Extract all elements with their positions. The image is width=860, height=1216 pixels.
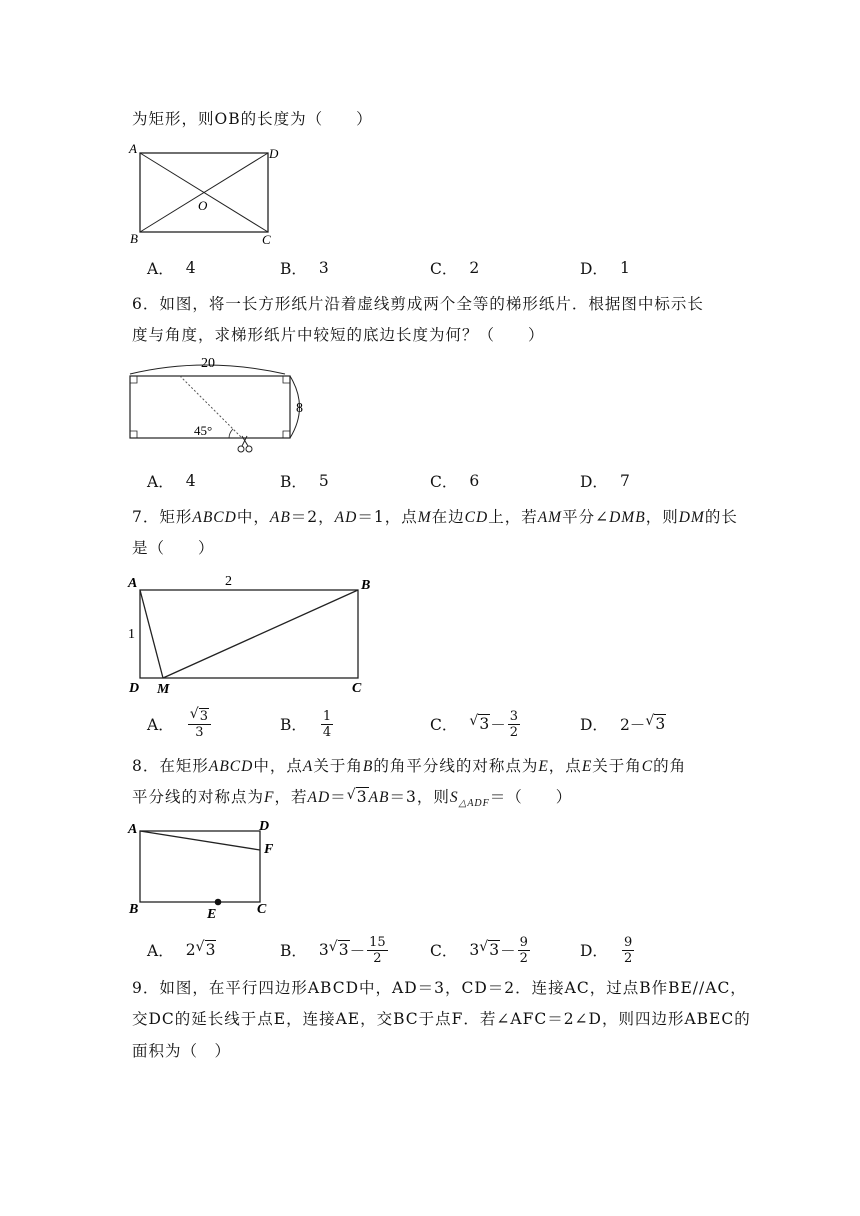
q8-stem-line2: 平分线的对称点为F，若AD＝√ 3AB＝3，则$S_{\triangle ADF}=$（ ） [132, 786, 572, 815]
q5-stem-tail: 为矩形，则OB的长度为（ ） [132, 110, 373, 128]
q5-rectangle-figure [128, 140, 288, 250]
q7-option-b[interactable]: B． $\frac{1}{4}$ [280, 708, 332, 740]
q6-option-d[interactable]: D． 7 [580, 472, 630, 491]
q9-stem-line1: 9．如图，在平行四边形ABCD中，AD＝3，CD＝2．连接AC，过点B作BE//AC， [132, 979, 747, 997]
q7-option-c[interactable]: C． √ 3 － $\frac{3}{2}$ [430, 704, 522, 744]
q8-label-e: E [207, 907, 217, 922]
q7-option-d[interactable]: D． 2－ √ 3 [580, 704, 666, 744]
q8-label-b: B [129, 902, 139, 917]
q7-label-left: 1 [128, 627, 135, 642]
q7-option-a[interactable]: A． √ $\frac{3}{3}$ [147, 704, 213, 744]
q5-label-c: C [262, 232, 271, 247]
q7-label-b: B [361, 578, 371, 593]
q7-label-d: D [129, 681, 140, 696]
q8-options [147, 930, 747, 970]
q6-rectangle-figure [125, 352, 340, 462]
q8-option-c[interactable]: C． 3 √ 3 － $\frac{9}{2}$ [430, 930, 532, 970]
q7-stem-line2: 是（ ） [132, 539, 215, 557]
q8-stem-line1: 8．在矩形ABCD中，点A关于角B的角平分线的对称点为E，点E关于角C的角 [132, 757, 687, 775]
q7-label-a: A [128, 576, 138, 591]
q8-label-d: D [259, 819, 270, 834]
q5-option-c[interactable]: C． 2 [430, 259, 480, 278]
q6-length-label: 20 [201, 356, 215, 371]
q8-label-a: A [128, 822, 138, 837]
q7-options [147, 704, 747, 744]
q8-option-b[interactable]: B． 3 √ 3 － $\frac{15}{2}$ [280, 930, 390, 970]
q6-option-c[interactable]: C． 6 [430, 472, 480, 491]
q5-label-d: D [269, 146, 279, 161]
q9-stem-line3: 面积为（ ） [132, 1042, 232, 1060]
q8-option-d[interactable]: D． $\frac{9}{2}$ [580, 934, 633, 966]
q7-rectangle-figure [126, 570, 376, 696]
q8-rectangle-figure [126, 816, 286, 922]
q5-option-b[interactable]: B． 3 [280, 259, 329, 278]
q5-label-o: O [198, 198, 208, 213]
q6-option-a[interactable]: A． 4 [147, 472, 196, 491]
q8-label-f: F [264, 842, 274, 857]
q5-label-a: A [129, 141, 137, 156]
q7-label-c: C [352, 681, 362, 696]
q5-options [147, 248, 747, 288]
q6-angle-label: 45° [194, 423, 213, 438]
q6-stem-line2: 度与角度，求梯形纸片中较短的底边长度为何？（ ） [132, 326, 545, 344]
q5-option-d[interactable]: D． 1 [580, 259, 630, 278]
q5-label-b: B [130, 231, 138, 246]
q6-options [147, 461, 747, 501]
q8-label-c: C [257, 902, 267, 917]
q7-label-top: 2 [225, 574, 232, 589]
q6-width-label: 8 [296, 401, 303, 416]
q7-label-m: M [157, 682, 170, 696]
q5-option-a[interactable]: A． 4 [147, 259, 196, 278]
q9-stem-line2: 交DC的延长线于点E，连接AE，交BC于点F．若∠AFC＝2∠D，则四边形ABEC的 [132, 1010, 751, 1028]
q7-stem-line1: 7．矩形ABCD中，AB＝2，AD＝1，点M在边CD上，若AM平分∠DMB，则DM的长 [132, 508, 738, 526]
q6-option-b[interactable]: B． 5 [280, 472, 329, 491]
q8-option-a[interactable]: A． 2 √ 3 [147, 930, 216, 970]
q6-stem-line1: 6．如图，将一长方形纸片沿着虚线剪成两个全等的梯形纸片．根据图中标示长 [132, 295, 704, 313]
